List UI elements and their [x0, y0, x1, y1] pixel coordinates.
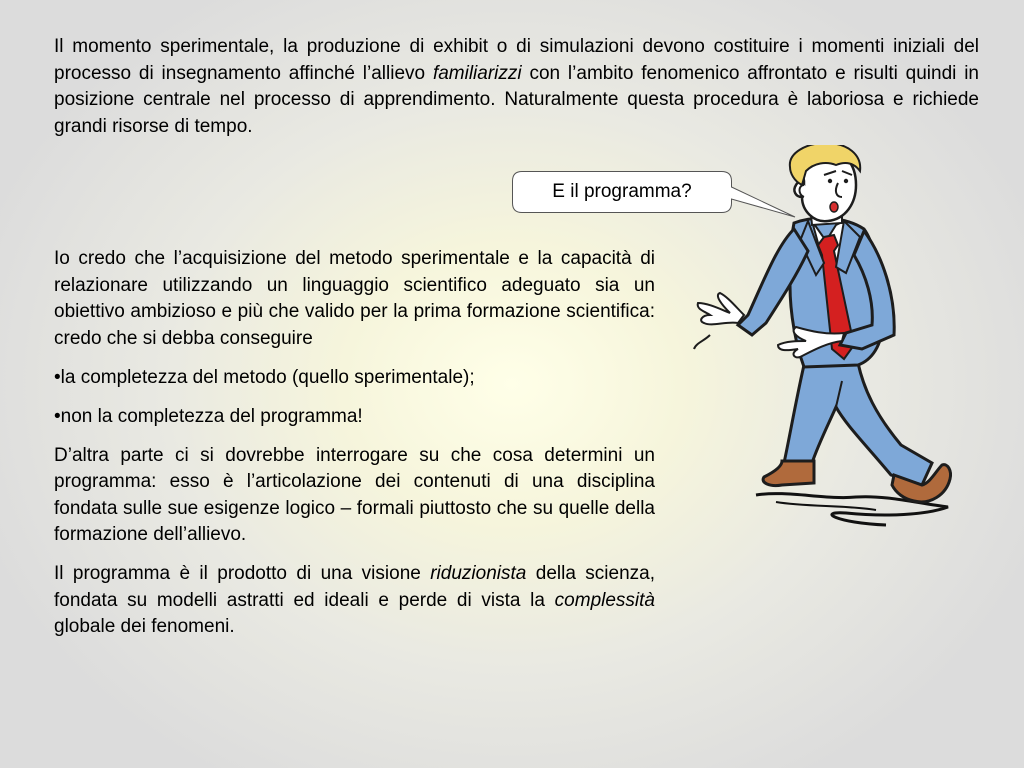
main-text [54, 246, 655, 653]
p3-emphasis-2: complessità [554, 589, 655, 611]
intro-emphasis: familiarizzi [432, 62, 522, 84]
speech-bubble-text: E il programma? [552, 181, 692, 202]
bullet-method: •la completezza del metodo (quello sperimentale); [54, 366, 475, 388]
intro-text-2: con l’ambito fenomenico affrontato e risulti quindi in posizione centrale nel processo di apprendimento. Naturalmente questa procedura è laboriosa e richiede grandi risorse di tempo. [54, 62, 979, 137]
eye-right [844, 179, 848, 183]
left-hand [698, 293, 744, 324]
confused-businessman-icon [686, 145, 958, 530]
intro-text-1: Il momento sperimentale, la produzione di exhibit o di simulazioni devono costituire i momenti iniziali del processo di insegnamento affinché l’allievo [54, 36, 979, 84]
mouth [830, 202, 838, 212]
p3-text-2: della scienza, fondata su modelli astratti ed ideali e perde di vista la [54, 563, 655, 611]
p3-text-3: globale dei fenomeni. [54, 616, 235, 638]
intro-paragraph [54, 34, 979, 140]
p3-emphasis-1: riduzionista [430, 563, 527, 585]
left-shoe [763, 461, 814, 486]
paragraph-reductionism [54, 561, 655, 641]
paragraph-program-definition: D’altra parte ci si dovrebbe interrogare su che cosa determini un programma: esso è l’articolazione dei contenuti di una disciplina fondata sulle sue esigenze logico – formali piuttosto che su quelle della formazione dell’allievo. [54, 444, 655, 546]
bullet-program: •non la completezza del programma! [54, 405, 363, 427]
paragraph-method: Io credo che l’acquisizione del metodo sperimentale e la capacità di relazionare utilizzando un linguaggio scientifico adeguato sia un obiettivo ambizioso e più che valido per la prima formazione scientifica: credo che si debba conseguire [54, 248, 655, 349]
eye-left [828, 179, 832, 183]
p3-text-1: Il programma è il prodotto di una visione [54, 563, 431, 585]
